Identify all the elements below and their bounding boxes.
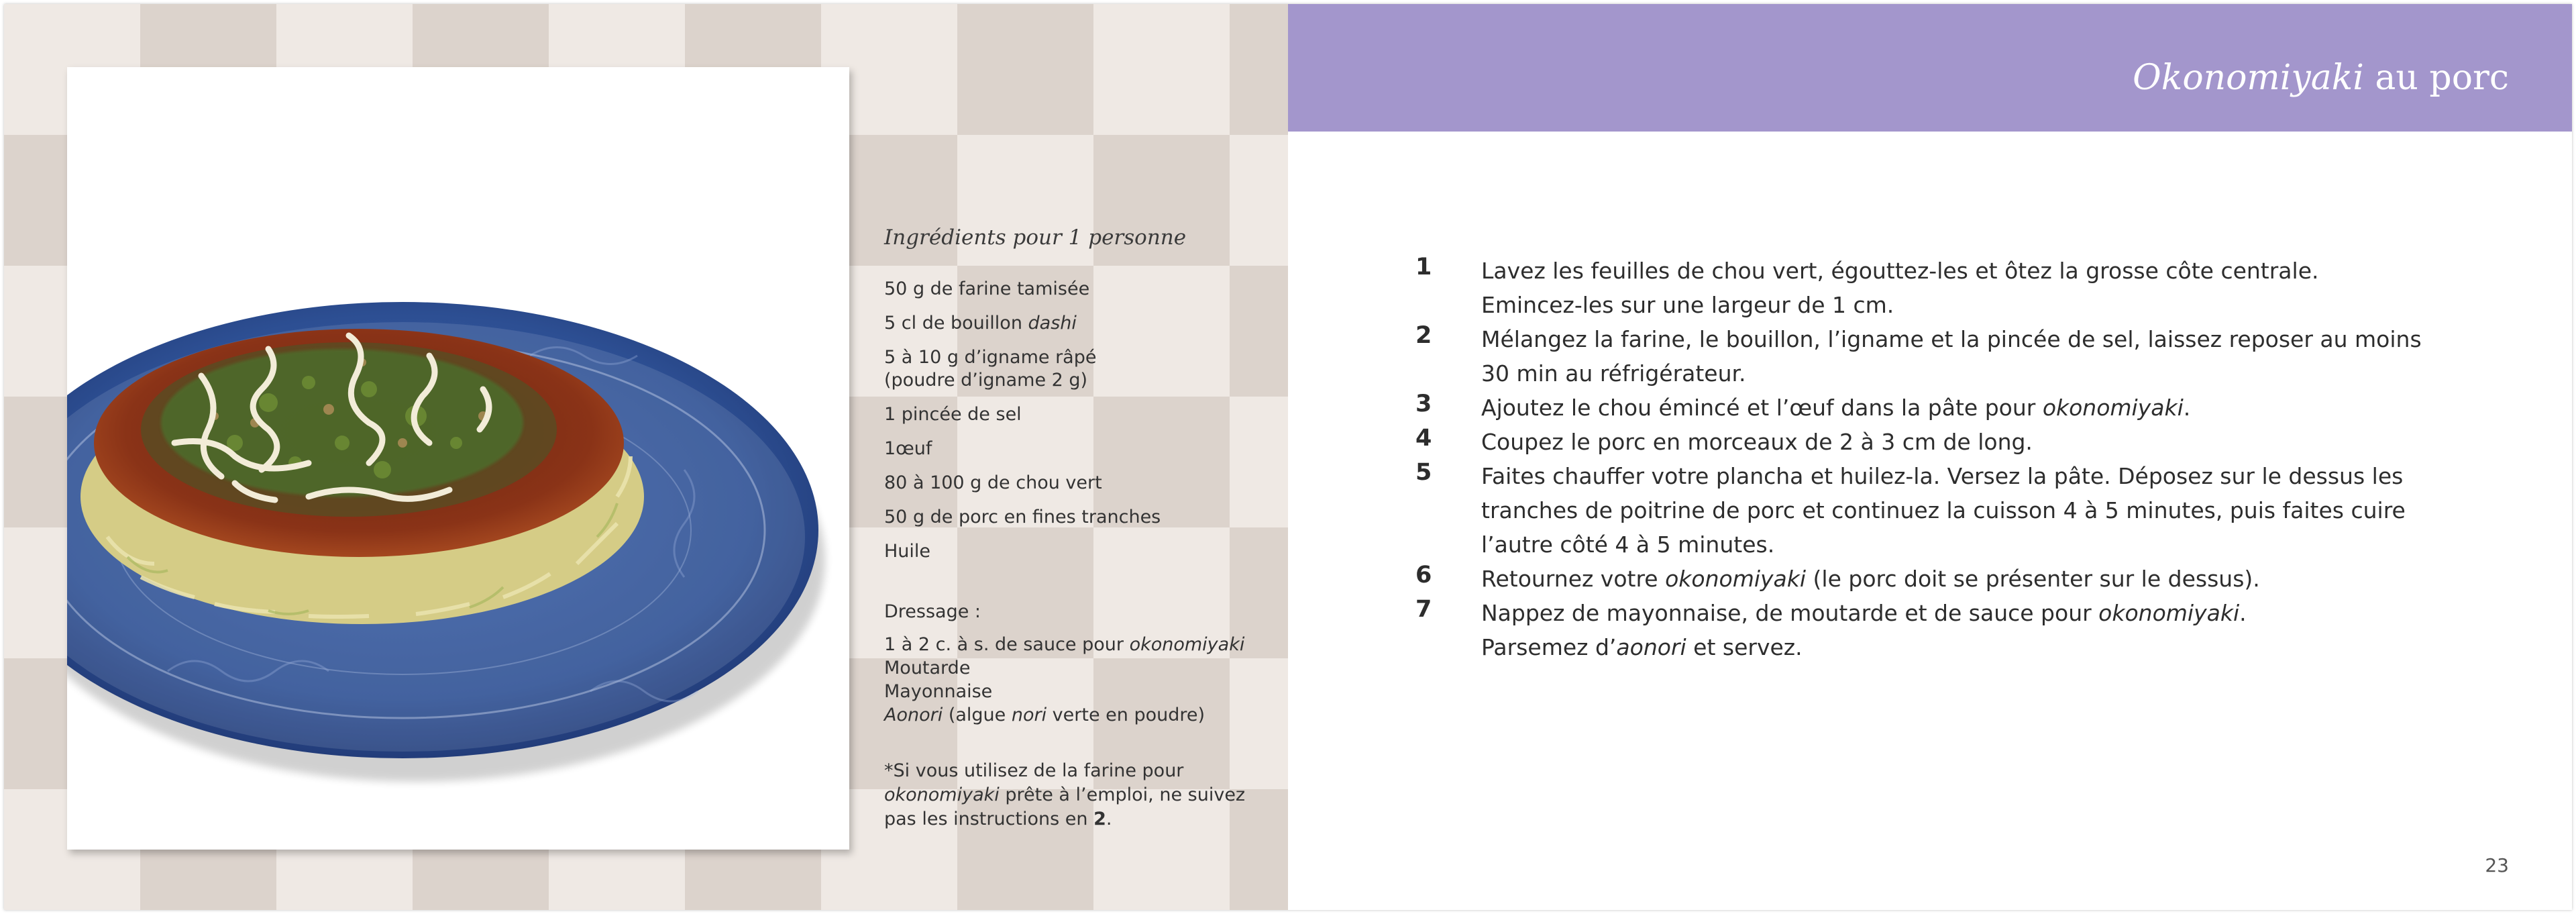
- step-text-line: [1481, 391, 2388, 425]
- note-line: [884, 759, 1260, 783]
- italic-term: okonomiyaki: [2098, 600, 2240, 626]
- recipe-title-italic: Okonomiyaki: [2133, 58, 2364, 98]
- text-run: 5 à 10 g d’igname râpé: [884, 347, 1097, 368]
- text-run: 1 pincée de sel: [884, 404, 1022, 425]
- text-run: Emincez-les sur une largeur de 1 cm.: [1481, 292, 1894, 318]
- ingredient-item: [884, 346, 1260, 369]
- ingredients-heading: Ingrédients pour 1 personne: [884, 225, 1187, 250]
- text-run: .: [2183, 395, 2191, 421]
- step-number: 6: [1415, 562, 1432, 589]
- text-run: verte en poudre): [1046, 705, 1205, 725]
- instruction-steps: [1415, 254, 2422, 664]
- okonomiyaki-illustration: [67, 67, 849, 850]
- ingredient-item: [884, 278, 1260, 301]
- text-run: (le porc doit se présenter sur le dessus).: [1806, 566, 2260, 592]
- step-text-line: [1481, 562, 2388, 596]
- step-text-line: [1481, 322, 2422, 356]
- italic-term: aonori: [1616, 634, 1686, 660]
- left-page: [4, 4, 1288, 910]
- recipe-title-rest: au porc: [2363, 58, 2509, 98]
- text-run: 5 cl de bouillon: [884, 313, 1028, 334]
- ingredient-item: [884, 472, 1260, 495]
- dressage-list: [884, 633, 1260, 727]
- step-4: [1415, 425, 2388, 459]
- step-number: 5: [1415, 459, 1432, 486]
- italic-term: okonomiyaki: [884, 784, 1000, 805]
- text-run: pas les instructions en: [884, 809, 1094, 829]
- ingredient-item: [884, 540, 1260, 563]
- text-run: Ajoutez le chou émincé et l’œuf dans la pâte pour: [1481, 395, 2043, 421]
- book-spread: [4, 4, 2572, 910]
- text-run: Mélangez la farine, le bouillon, l’igname et la pincée de sel, laissez reposer au moins: [1481, 326, 2422, 352]
- step-text-line: [1481, 596, 2388, 630]
- text-run: Lavez les feuilles de chou vert, égouttez-les et ôtez la grosse côte centrale.: [1481, 258, 2319, 284]
- dish-photo: [67, 67, 849, 850]
- text-run: 80 à 100 g de chou vert: [884, 472, 1102, 493]
- text-run: Nappez de mayonnaise, de moutarde et de sauce pour: [1481, 600, 2099, 626]
- text-run: .: [1106, 809, 1112, 829]
- step-text-line: [1481, 254, 2388, 288]
- title-band: [1288, 4, 2572, 132]
- text-run: Huile: [884, 541, 931, 562]
- text-run: 30 min au réfrigérateur.: [1481, 360, 1746, 387]
- step-2: [1415, 322, 2422, 391]
- right-page: [1288, 4, 2572, 910]
- page-number: 23: [2485, 854, 2509, 876]
- text-run: 50 g de porc en fines tranches: [884, 507, 1161, 527]
- ingredient-item: [884, 403, 1260, 426]
- text-run: Mayonnaise: [884, 681, 993, 702]
- step-number: 3: [1415, 391, 1432, 417]
- step-text-line: [1481, 493, 2406, 527]
- step-text-line: [1481, 356, 2388, 391]
- step-text-line: [1481, 425, 2388, 459]
- text-run: 1œuf: [884, 438, 932, 459]
- text-run: 1 à 2 c. à s. de sauce pour: [884, 634, 1130, 655]
- text-run: tranches de poitrine de porc et continuez la cuisson 4 à 5 minutes, puis faites cuire: [1481, 497, 2406, 523]
- dressage-item: [884, 680, 1260, 703]
- text-run: prête à l’emploi, ne suivez: [999, 784, 1246, 805]
- text-run: et servez.: [1686, 634, 1803, 660]
- recipe-title: [2133, 58, 2509, 98]
- text-run: .: [2239, 600, 2247, 626]
- ingredient-item: [884, 438, 1260, 460]
- text-run: Coupez le porc en morceaux de 2 à 3 cm de long.: [1481, 429, 2033, 455]
- ingredient-item: [884, 312, 1260, 335]
- step-text-line: [1481, 288, 2388, 322]
- text-run: Retournez votre: [1481, 566, 1666, 592]
- text-run: l’autre côté 4 à 5 minutes.: [1481, 531, 1775, 558]
- flour-note: [884, 759, 1260, 831]
- text-run: Parsemez d’: [1481, 634, 1617, 660]
- step-3: [1415, 391, 2388, 425]
- ingredients-panel: [884, 225, 1260, 831]
- checker-tile: [1093, 4, 1230, 135]
- step-text-line: [1481, 459, 2404, 493]
- text-run: Moutarde: [884, 658, 971, 678]
- dressage-item: [884, 703, 1260, 727]
- text-run: (algue: [943, 705, 1012, 725]
- text-run: 50 g de farine tamisée: [884, 278, 1090, 299]
- ingredient-item: [884, 369, 1260, 392]
- step-number: 1: [1415, 254, 1432, 281]
- italic-term: okonomiyaki: [1129, 634, 1245, 655]
- step-7: [1415, 596, 2388, 664]
- dressage-item: [884, 656, 1260, 680]
- italic-term: okonomiyaki: [2042, 395, 2184, 421]
- step-5: [1415, 459, 2406, 562]
- bold-ref: 2: [1093, 809, 1106, 829]
- checker-tile: [957, 4, 1093, 135]
- note-line: [884, 807, 1260, 831]
- step-text-line: [1481, 527, 2388, 562]
- step-1: [1415, 254, 2388, 322]
- dressage-item: [884, 633, 1260, 656]
- italic-term: dashi: [1028, 313, 1077, 334]
- text-run: Faites chauffer votre plancha et huilez-la. Versez la pâte. Déposez sur le dessus les: [1481, 463, 2404, 489]
- text-run: *Si vous utilisez de la farine pour: [884, 760, 1184, 781]
- italic-term: okonomiyaki: [1665, 566, 1807, 592]
- step-number: 2: [1415, 322, 1432, 349]
- step-number: 4: [1415, 425, 1432, 452]
- ingredient-item: [884, 506, 1260, 529]
- step-text-line: [1481, 630, 2388, 664]
- ingredient-list: [884, 278, 1260, 563]
- dressage-label: Dressage :: [884, 601, 981, 622]
- checker-tile: [1230, 4, 1288, 135]
- italic-term: nori: [1011, 705, 1047, 725]
- italic-term: Aonori: [884, 705, 943, 725]
- step-6: [1415, 562, 2388, 596]
- text-run: (poudre d’igname 2 g): [884, 370, 1088, 391]
- note-line: [884, 783, 1260, 807]
- step-number: 7: [1415, 596, 1432, 623]
